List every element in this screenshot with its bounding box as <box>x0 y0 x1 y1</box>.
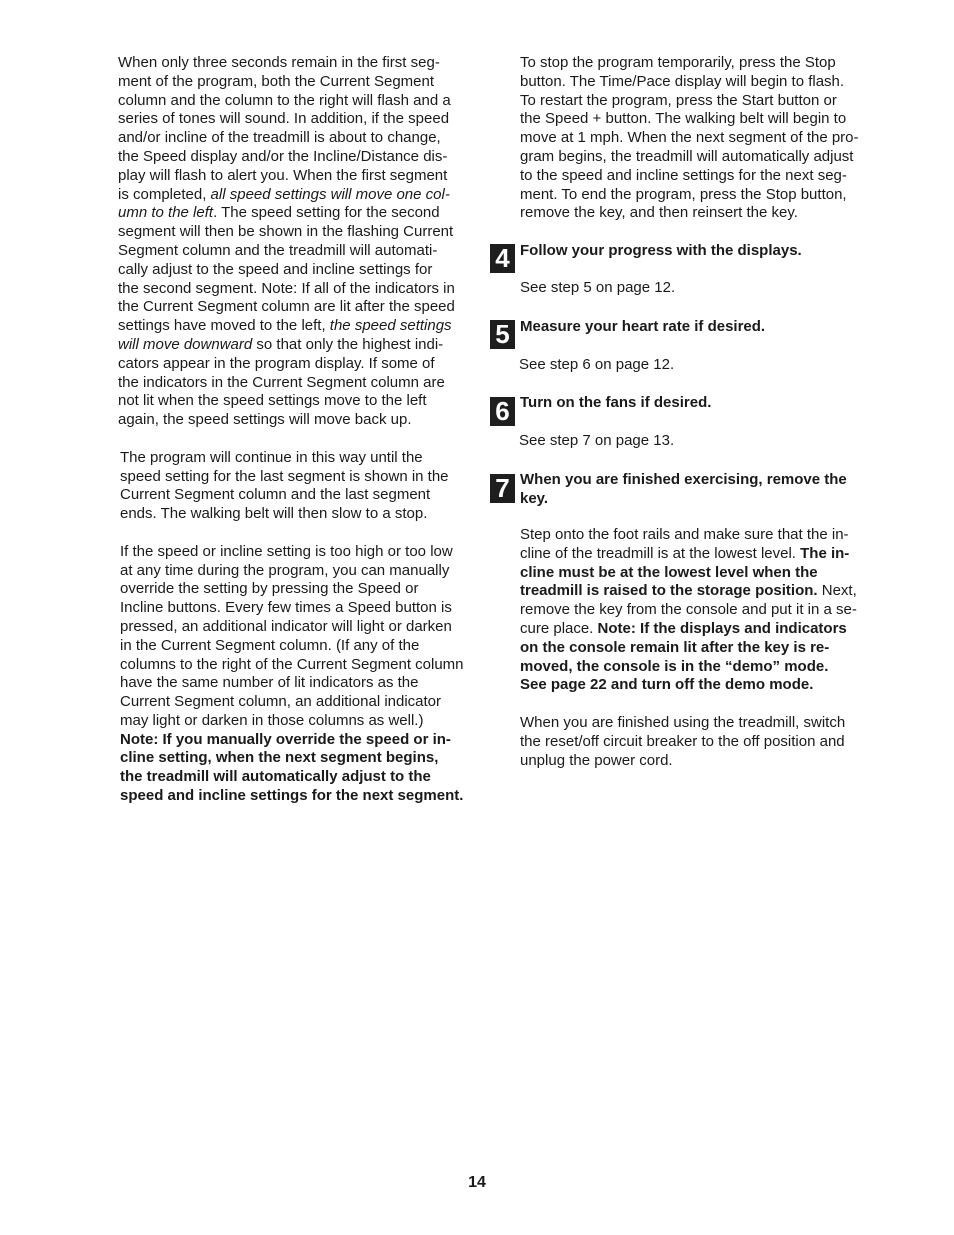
step-number-badge: 5 <box>490 320 515 349</box>
step-body-storage: Step onto the foot rails and make sure that the in- cline of the treadmill is at the lowest level. The in- cline must be at the lowest level when the treadmill is raised to the storage position. Next, remove the key from the console and put it in a se- cure place. Note: If the displays and indicators on the console remain lit after the key is re- moved, the console is in the “demo” mode. See page 22 and turn off the demo mode. When you are finished using the treadmill, switch the reset/off circuit breaker to the off position and unplug the power cord. <box>520 526 857 769</box>
override-note: Note: If you manually override the speed or in- cline setting, when the next segment begins, the treadmill will automatically adjust to the speed and incline settings for the next segment. <box>120 730 464 805</box>
step-body: See step 6 on page 12. <box>519 356 675 373</box>
step-body: See step 5 on page 12. <box>520 279 676 296</box>
step-number-badge: 4 <box>490 244 515 273</box>
step-title: When you are finished exercising, remove the key. <box>520 471 847 507</box>
paragraph-program-continue: The program will continue in this way until the speed setting for the last segment is shown in the Current Segment column and the last segment ends. The walking belt will then slow to a stop. <box>120 448 449 523</box>
paragraph-stop-program: To stop the program temporarily, press the Stop button. The Time/Pace display will begin to flash. To restart the program, press the Start button or the Speed + button. The walking belt will begin to move at 1 mph. When the next segment of the pro- gram begins, the treadmill will automatically adjust to the speed and incline settings for the next seg- ment. To end the program, press the Stop button, remove the key, and then reinsert the key. <box>520 54 859 222</box>
right-column <box>520 54 870 223</box>
page-number: 14 <box>468 1174 486 1191</box>
step-number-badge: 7 <box>490 474 515 503</box>
paragraph-segment-flash: When only three seconds remain in the first seg- ment of the program, both the Current Segment column and the column to the right will flash and a series of tones will sound. In addition, if the speed and/or incline of the treadmill is about to change, the Speed display and/or the Incline/Distance dis- play will flash to alert you. When the first segment is completed, all speed settings will move one col- umn to the left. The speed setting for the second segment will then be shown in the flashing Current Segment column and the treadmill will automati- cally adjust to the speed and incline settings for the second segment. Note: If all of the indicators in the Current Segment column are lit after the speed settings have moved to the left, the speed settings will move downward so that only the highest indi- cators appear in the program display. If some of the indicators in the Current Segment column are not lit when the speed settings move to the left again, the speed settings will move back up. <box>118 54 455 429</box>
step-number-badge: 6 <box>490 397 515 426</box>
step-title: Follow your progress with the displays. <box>520 242 802 259</box>
step-title: Measure your heart rate if desired. <box>520 318 766 335</box>
step-body: See step 7 on page 13. <box>519 432 675 449</box>
left-column <box>118 54 470 806</box>
paragraph-manual-override: If the speed or incline setting is too high or too low at any time during the program, you can manually override the setting by pressing the Speed or Incline buttons. Every few times a Speed button is pressed, an additional indicator will light or darken in the Current Segment column. (If any of the columns to the right of the Current Segment column have the same number of lit indicators as the Current Segment column, an additional indicator may light or darken in those columns as well.) Note: If you manually override the speed or in- cline setting, when the next segment begins, the treadmill will automatically adjust to the speed and incline settings for the next segment. <box>120 542 464 805</box>
step-title: Turn on the fans if desired. <box>520 394 712 411</box>
